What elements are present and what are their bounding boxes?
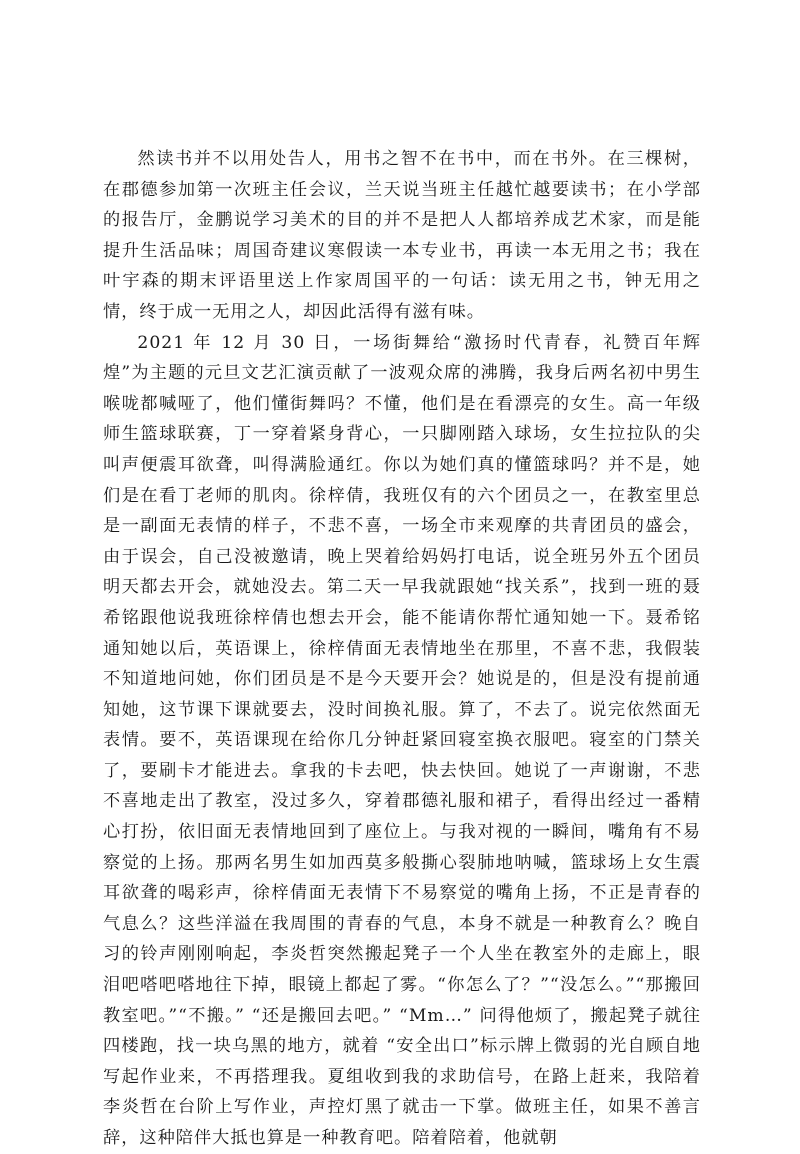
document-body bbox=[103, 144, 701, 1154]
paragraph-youth-education: 2021 年 12 月 30 日，一场街舞给“激扬时代青春，礼赞百年辉煌”为主题的元旦文艺汇演贡献了一波观众席的沸腾，我身后两名初中男生喉咙都喊哑了，他们懂街舞吗？不懂，他们是在看漂亮的女生。高一年级师生篮球联赛，丁一穿着紧身背心，一只脚刚踏入球场，女生拉拉队的尖叫声便震耳欲聋，叫得满脸通红。你以为她们真的懂篮球吗？并不是，她们是在看丁老师的肌肉。徐梓倩，我班仅有的六个团员之一，在教室里总是一副面无表情的样子，不悲不喜，一场全市来观摩的共青团员的盛会，由于误会，自己没被邀请，晚上哭着给妈妈打电话，说全班另外五个团员明天都去开会，就她没去。第二天一早我就跟她“找关系”，找到一班的聂希铭跟他说我班徐梓倩也想去开会，能不能请你帮忙通知她一下。聂希铭通知她以后，英语课上，徐梓倩面无表情地坐在那里，不喜不悲，我假装不知道地问她，你们团员是不是今天要开会？她说是的，但是没有提前通知她，这节课下课就要去，没时间换礼服。算了，不去了。说完依然面无表情。要不，英语课现在给你几分钟赶紧回寝室换衣服吧。寝室的门禁关了，要刷卡才能进去。拿我的卡去吧，快去快回。她说了一声谢谢，不悲不喜地走出了教室，没过多久，穿着郡德礼服和裙子，看得出经过一番精心打扮，依旧面无表情地回到了座位上。与我对视的一瞬间，嘴角有不易察觉的上扬。那两名男生如加西莫多般撕心裂肺地呐喊，篮球场上女生震耳欲聋的喝彩声，徐梓倩面无表情下不易察觉的嘴角上扬，不正是青春的气息么？这些洋溢在我周围的青春的气息，本身不就是一种教育么？晚自习的铃声刚刚响起，李炎哲突然搬起凳子一个人坐在教室外的走廊上，眼泪吧嗒吧嗒地往下掉，眼镜上都起了雾。“你怎么了？”“没怎么。”“那搬回教室吧。”“不搬。” “还是搬回去吧。” “Mm…” 问得他烦了，搬起凳子就往四楼跑，找一块乌黑的地方，就着 “安全出口”标示牌上微弱的光自顾自地写起作业来，不再搭理我。夏组收到我的求助信号，在路上赶来，我陪着李炎哲在台阶上写作业，声控灯黑了就击一下掌。做班主任，如果不善言辞，这种陪伴大抵也算是一种教育吧。陪着陪着，他就朝 bbox=[103, 332, 701, 1148]
paragraph-reading: 然读书并不以用处告人，用书之智不在书中，而在书外。在三棵树，在郡德参加第一次班主任会议，兰天说当班主任越忙越要读书；在小学部的报告厅，金鹏说学习美术的目的并不是把人人都培养成艺术家，而是能提升生活品味；周国奇建议寒假读一本专业书，再读一本无用之书；我在叶宇森的期末评语里送上作家周国平的一句话：读无用之书，钟无用之情，终于成一无用之人，却因此活得有滋有味。 bbox=[103, 149, 701, 322]
